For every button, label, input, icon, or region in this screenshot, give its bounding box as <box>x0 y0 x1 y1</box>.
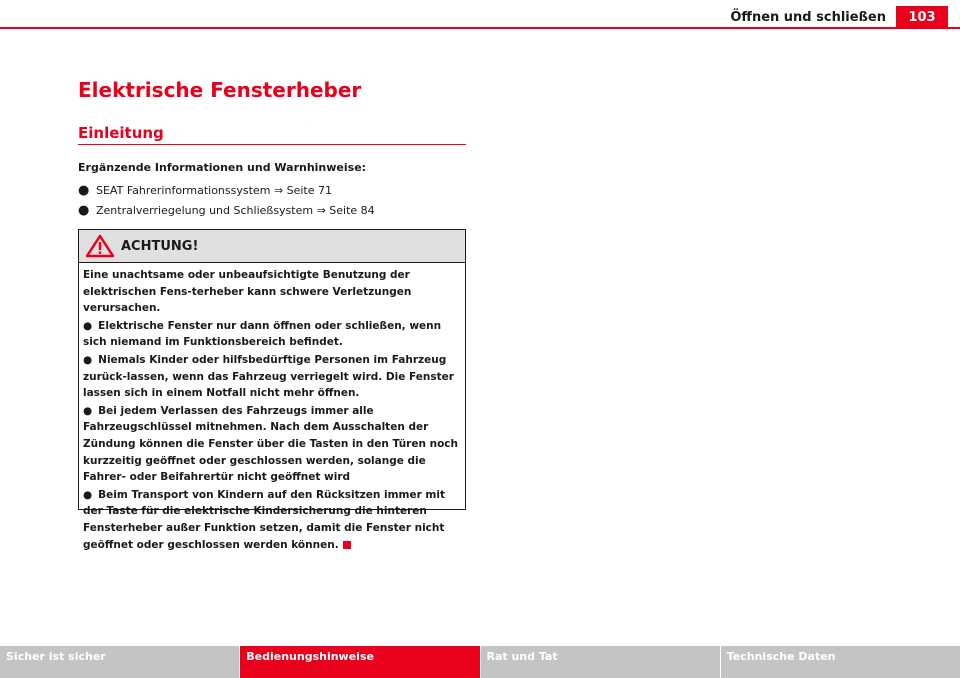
warning-item-text: Elektrische Fenster nur dann öffnen oder schließen, wenn sich niemand im Funktionsbereich befindet. <box>83 319 442 349</box>
list-item-text: Zentralverriegelung und Schließsystem ⇒ Seite 84 <box>96 203 375 217</box>
list-item[interactable] <box>78 200 466 220</box>
intro-text: Ergänzende Informationen und Warnhinweise: <box>78 161 367 174</box>
warning-title: ACHTUNG! <box>121 238 199 254</box>
end-marker-icon <box>343 541 351 549</box>
footer-tab-technik[interactable]: Technische Daten <box>721 646 960 678</box>
warning-item-text: Niemals Kinder oder hilfsbedürftige Personen im Fahrzeug zurück-lassen, wenn das Fahrzeug verriegelt wird. Die Fenster lassen sich in einem Notfall nicht mehr öffnen. <box>83 353 454 400</box>
section-subtitle: Einleitung <box>78 124 164 142</box>
header-rule <box>0 27 960 29</box>
reference-list <box>78 180 466 220</box>
list-item-text: SEAT Fahrerinformationssystem ⇒ Seite 71 <box>96 183 332 197</box>
warning-box <box>78 229 466 551</box>
footer-nav <box>0 646 960 678</box>
warning-item-text: Bei jedem Verlassen des Fahrzeugs immer alle Fahrzeugschlüssel mitnehmen. Nach dem Ausschalten der Zündung können die Fenster über die Tasten in den Türen noch kurzzeitig geöffnet oder geschlossen werden, solange die Fahrer- oder Beifahrertür nicht geöffnet wird <box>83 404 458 484</box>
bullet-icon: ● <box>83 353 93 366</box>
footer-tab-sicher[interactable]: Sicher ist sicher <box>0 646 240 678</box>
warning-header <box>79 230 465 263</box>
warning-item-text: Beim Transport von Kindern auf den Rücksitzen immer mit der Taste für die elektrische Kindersicherung die hinteren Fensterheber außer Funktion setzen, damit die Fenster nicht geöffnet oder geschlossen werden können. <box>83 488 445 551</box>
bullet-icon: ● <box>78 202 90 218</box>
footer-tab-bedienung[interactable]: Bedienungshinweise <box>240 646 480 678</box>
warning-item <box>83 403 461 486</box>
page-number: 103 <box>896 6 948 28</box>
warning-item <box>83 487 461 553</box>
warning-body <box>79 263 465 553</box>
running-header: Öffnen und schließen <box>730 10 886 25</box>
bullet-icon: ● <box>78 182 90 198</box>
page-title: Elektrische Fensterheber <box>78 78 362 102</box>
list-item[interactable] <box>78 180 466 200</box>
bullet-icon: ● <box>83 319 93 332</box>
bullet-icon: ● <box>83 488 93 501</box>
warning-triangle-icon <box>85 234 115 258</box>
subtitle-rule <box>78 144 466 145</box>
bullet-icon: ● <box>83 404 93 417</box>
warning-item <box>83 352 461 402</box>
warning-lead: Eine unachtsame oder unbeaufsichtigte Benutzung der elektrischen Fens-terheber kann schwere Verletzungen verursachen. <box>83 269 412 315</box>
footer-tab-rat[interactable]: Rat und Tat <box>481 646 721 678</box>
warning-item <box>83 318 461 351</box>
